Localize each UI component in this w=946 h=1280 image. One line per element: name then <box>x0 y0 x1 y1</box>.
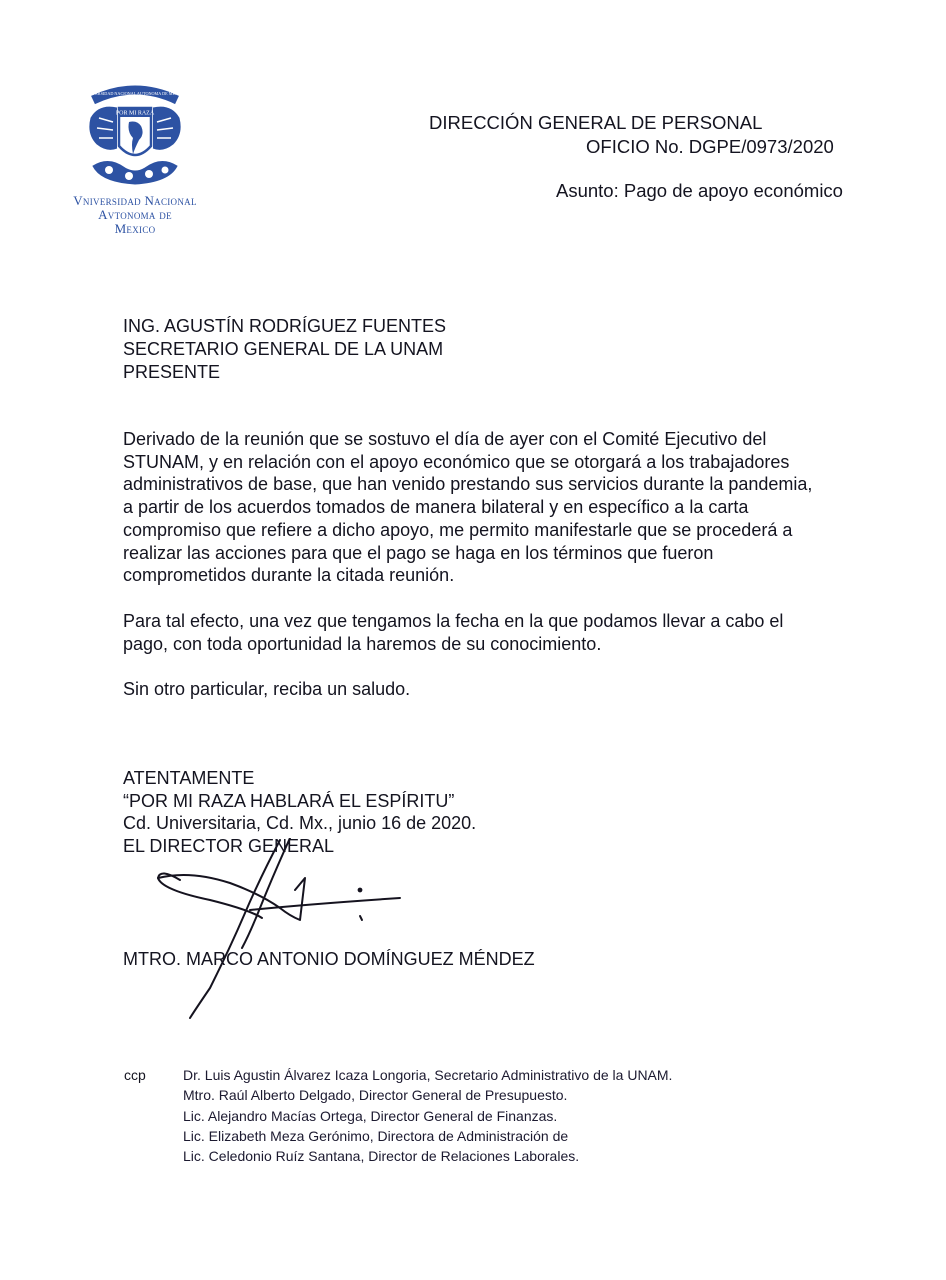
department-title: DIRECCIÓN GENERAL DE PERSONAL <box>429 112 763 133</box>
logo-line-3: Mexico <box>114 221 156 236</box>
body-line: a partir de los acuerdos tomados de manera bilateral y en específico a la carta <box>123 497 749 518</box>
closing-line: Sin otro particular, reciba un saludo. <box>123 679 411 699</box>
atentamente: ATENTAMENTE <box>123 768 255 788</box>
body-paragraph-2 <box>123 610 903 655</box>
addressee-presente: PRESENTE <box>123 362 221 382</box>
body-line: realizar las acciones para que el pago se haga en los términos que fueron <box>123 542 714 563</box>
ccp-recipients <box>183 1065 672 1166</box>
ccp-recipient: Lic. Celedonio Ruíz Santana, Director de Relaciones Laborales. <box>183 1148 580 1165</box>
logo-line-2: Avtonoma de <box>98 207 172 222</box>
addressee-position: SECRETARIO GENERAL DE LA UNAM <box>123 339 444 359</box>
body-line: Derivado de la reunión que se sostuvo el día de ayer con el Comité Ejecutivo del <box>123 429 767 449</box>
ccp-recipient: Mtro. Raúl Alberto Delgado, Director General de Presupuesto. <box>183 1087 568 1104</box>
body-line: Para tal efecto, una vez que tengamos la fecha en la que podamos llevar a cabo el <box>123 611 784 631</box>
ccp-recipient: Lic. Elizabeth Meza Gerónimo, Directora de Administración de <box>183 1127 569 1144</box>
body-line: compromiso que refiere a dicho apoyo, me permito manifestarle que se procederá a <box>123 519 793 540</box>
logo-line-1: Vniversidad Nacional <box>73 193 197 208</box>
body-line: pago, con toda oportunidad la haremos de su conocimiento. <box>123 633 602 654</box>
signer-name: MTRO. MARCO ANTONIO DOMÍNGUEZ MÉNDEZ <box>123 949 535 969</box>
place-date: Cd. Universitaria, Cd. Mx., junio 16 de 2020. <box>123 813 477 833</box>
asunto-line <box>556 179 843 203</box>
handwritten-signature-icon <box>150 838 410 1023</box>
addressee-name: ING. AGUSTÍN RODRÍGUEZ FUENTES <box>123 316 447 336</box>
asunto-value: Pago de apoyo económico <box>623 180 843 201</box>
unam-seal-icon <box>79 78 191 190</box>
ccp-recipient: Dr. Luis Agustin Álvarez Icaza Longoria, Secretario Administrativo de la UNAM. <box>183 1067 673 1083</box>
body-line: comprometidos durante la citada reunión. <box>123 565 455 586</box>
body-paragraph-1 <box>123 428 903 587</box>
body-line: STUNAM, y en relación con el apoyo económico que se otorgará a los trabajadores <box>123 451 790 472</box>
seal-motto: POR MI RAZA <box>115 110 155 117</box>
university-motto: “POR MI RAZA HABLARÁ EL ESPÍRITU” <box>123 790 455 811</box>
unam-logo <box>55 78 215 253</box>
ccp-recipient: Lic. Alejandro Macías Ortega, Director General de Finanzas. <box>183 1107 558 1124</box>
ccp-label: ccp <box>124 1067 146 1083</box>
asunto-label: Asunto: <box>556 180 619 201</box>
oficio-number: OFICIO No. DGPE/0973/2020 <box>586 136 834 157</box>
addressee-block <box>123 315 446 384</box>
logo-wordmark <box>55 194 215 236</box>
seal-ring-text: UNIVERSIDAD NACIONAL AUTONOMA DE MEXICO <box>84 91 186 96</box>
body-line: administrativos de base, que han venido prestando sus servicios durante la pandemia, <box>123 474 813 495</box>
signer-title: EL DIRECTOR GENERAL <box>123 835 335 856</box>
signature-block <box>123 767 476 857</box>
